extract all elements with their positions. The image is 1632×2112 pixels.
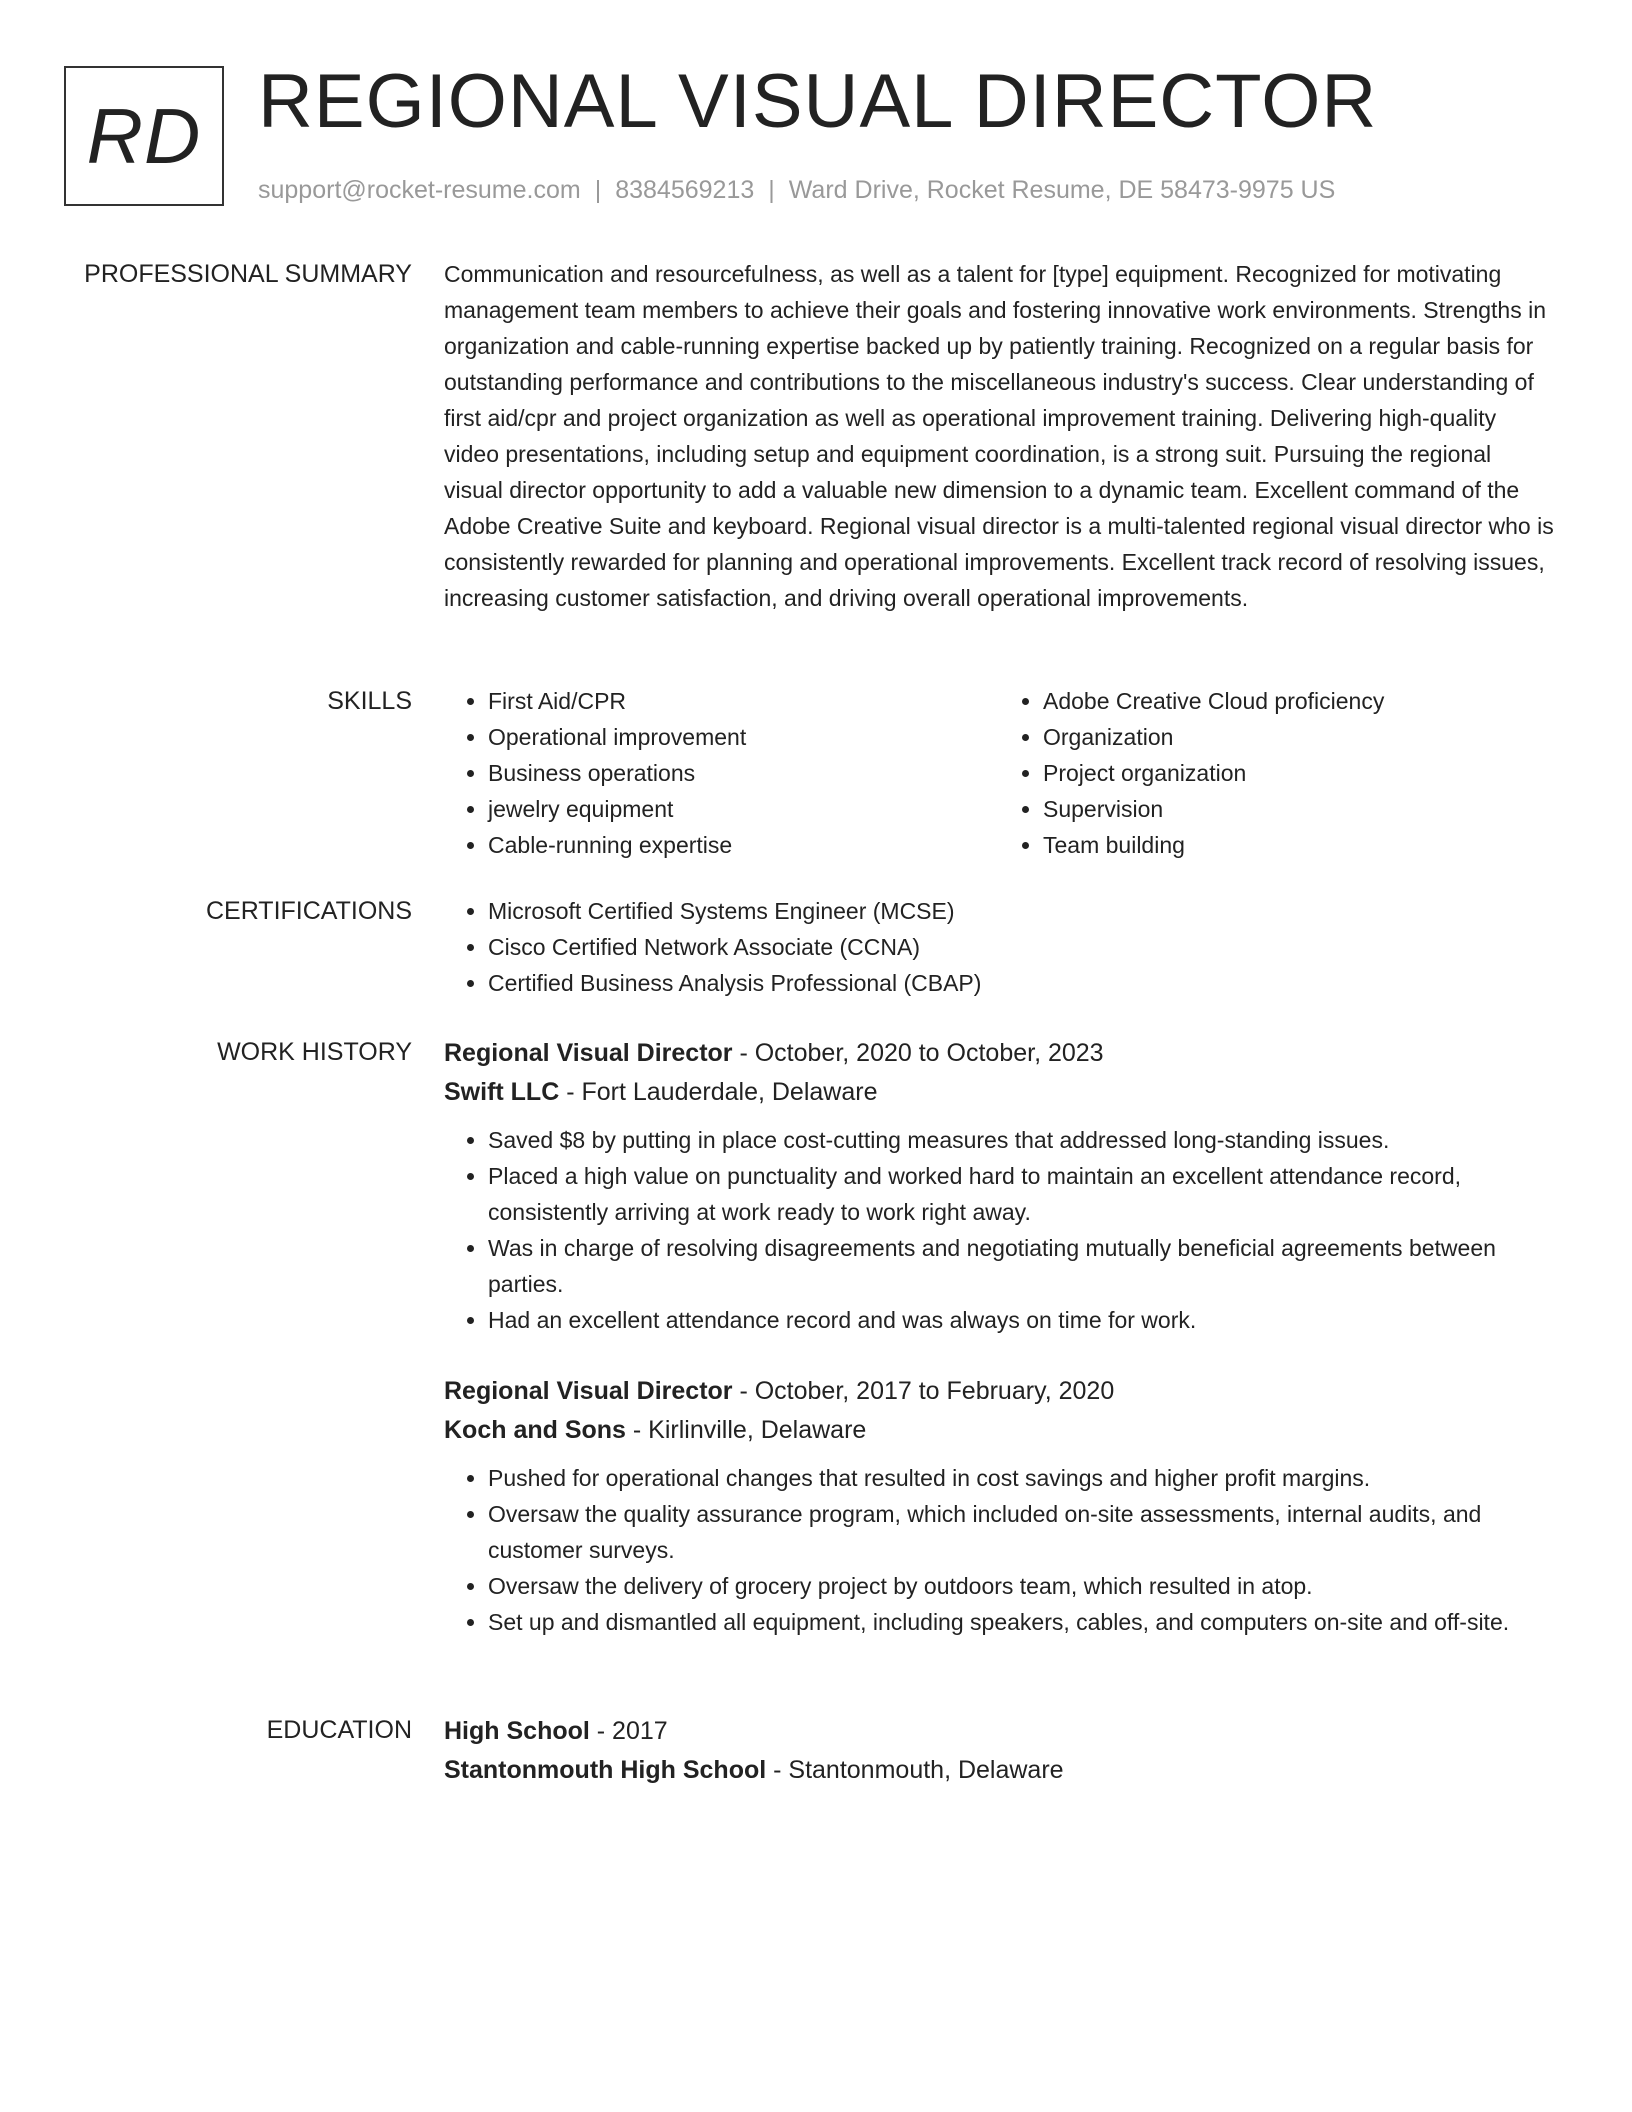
job-company-line (444, 1072, 1554, 1112)
education-degree: High School (444, 1717, 590, 1745)
monogram-box (64, 66, 224, 206)
job-dates: - October, 2020 to October, 2023 (732, 1039, 1104, 1067)
job-bullets (444, 1460, 1554, 1640)
summary-heading: PROFESSIONAL SUMMARY (84, 260, 412, 288)
skill-item: • Adobe Creative Cloud proficiency (1043, 683, 1554, 719)
job-entry (444, 1372, 1554, 1640)
job-bullet: • Oversaw the delivery of grocery project by outdoors team, which resulted in atop. (488, 1568, 1554, 1604)
job-bullet: • Had an excellent attendance record and was always on time for work. (488, 1302, 1554, 1338)
certifications-content (444, 893, 1554, 1001)
contact-email: support@rocket-resume.com (258, 176, 581, 204)
job-location: - Kirlinville, Delaware (625, 1416, 867, 1444)
skill-item: • Operational improvement (488, 719, 999, 755)
job-title-line (444, 1034, 1554, 1072)
job-bullet: • Saved $8 by putting in place cost-cutting measures that addressed long-standing issues. (488, 1122, 1554, 1158)
work-history-content (444, 1372, 1554, 1640)
education-degree-line (444, 1712, 1554, 1750)
education-school: Stantonmouth High School (444, 1756, 767, 1784)
skills-grid (444, 683, 1554, 863)
summary-text: Communication and resourcefulness, as well as a talent for [type] equipment. Recognized for motivating management team members to achieve their goals and fostering innovative work environments. Strengths in organization and cable-running expertise backed up by patiently training. Recognized on a regular basis for outstanding performance and contributions to the miscellaneous industry's success. Clear understanding of first aid/cpr and project organization as well as operational improvement training. Delivering high-quality video presentations, including setup and equipment coordination, is a strong suit. Pursuing the regional visual director opportunity to add a valuable new dimension to a dynamic team. Excellent command of the Adobe Creative Suite and keyboard. Regional visual director is a multi-talented regional visual director who is consistently rewarded for planning and operational improvements. Excellent track record of resolving issues, increasing customer satisfaction, and driving overall operational improvements. (444, 261, 1554, 611)
contact-separator: | (594, 176, 602, 204)
contact-line (258, 174, 1335, 206)
skill-item: • Team building (1043, 827, 1554, 863)
certification-item: • Cisco Certified Network Associate (CCNA) (488, 929, 1554, 965)
education-year: - 2017 (589, 1717, 668, 1745)
summary-content (444, 256, 1554, 616)
skill-item: • First Aid/CPR (488, 683, 999, 719)
certification-item: • Microsoft Certified Systems Engineer (MCSE) (488, 893, 1554, 929)
education-location: - Stantonmouth, Delaware (766, 1756, 1064, 1784)
contact-separator: | (768, 176, 775, 204)
job-company: Koch and Sons (444, 1416, 626, 1444)
skills-list-right (999, 683, 1554, 863)
contact-phone: 8384569213 (615, 176, 755, 204)
work-history-heading: WORK HISTORY (217, 1038, 412, 1066)
skill-item: • Cable-running expertise (488, 827, 999, 863)
job-bullet: • Pushed for operational changes that resulted in cost savings and higher profit margins. (488, 1460, 1554, 1496)
job-entry (444, 1034, 1554, 1338)
work-history-content (444, 1034, 1554, 1338)
job-title-line (444, 1372, 1554, 1410)
job-bullet: • Set up and dismantled all equipment, including speakers, cables, and computers on-site and off-site. (488, 1604, 1554, 1640)
job-bullet: • Was in charge of resolving disagreements and negotiating mutually beneficial agreements between parties. (488, 1230, 1554, 1302)
monogram-initials: RD (86, 91, 202, 180)
resume-title: REGIONAL VISUAL DIRECTOR (258, 59, 1378, 144)
job-title: Regional Visual Director (444, 1377, 733, 1405)
certification-item: • Certified Business Analysis Professional (CBAP) (488, 965, 1554, 1001)
contact-address: Ward Drive, Rocket Resume, DE 58473-9975 US (788, 176, 1336, 204)
job-title: Regional Visual Director (444, 1039, 733, 1067)
skill-item: • Supervision (1043, 791, 1554, 827)
skill-item: • Business operations (488, 755, 999, 791)
job-company: Swift LLC (444, 1078, 560, 1106)
education-content (444, 1712, 1554, 1800)
skill-item: • Organization (1043, 719, 1554, 755)
skill-item: • jewelry equipment (488, 791, 999, 827)
skills-list-left (444, 683, 999, 863)
certifications-list (444, 893, 1554, 1001)
job-bullets (444, 1122, 1554, 1338)
education-school-line (444, 1750, 1554, 1790)
job-dates: - October, 2017 to February, 2020 (732, 1377, 1115, 1405)
job-bullet: • Oversaw the quality assurance program, which included on-site assessments, internal audits, and customer surveys. (488, 1496, 1554, 1568)
education-heading: EDUCATION (266, 1716, 412, 1744)
job-location: - Fort Lauderdale, Delaware (559, 1078, 878, 1106)
skill-item: • Project organization (1043, 755, 1554, 791)
job-bullet: • Placed a high value on punctuality and worked hard to maintain an excellent attendance record, consistently arriving at work ready to work right away. (488, 1158, 1554, 1230)
job-company-line (444, 1410, 1554, 1450)
skills-heading: SKILLS (327, 687, 412, 715)
certifications-heading: CERTIFICATIONS (205, 897, 412, 925)
